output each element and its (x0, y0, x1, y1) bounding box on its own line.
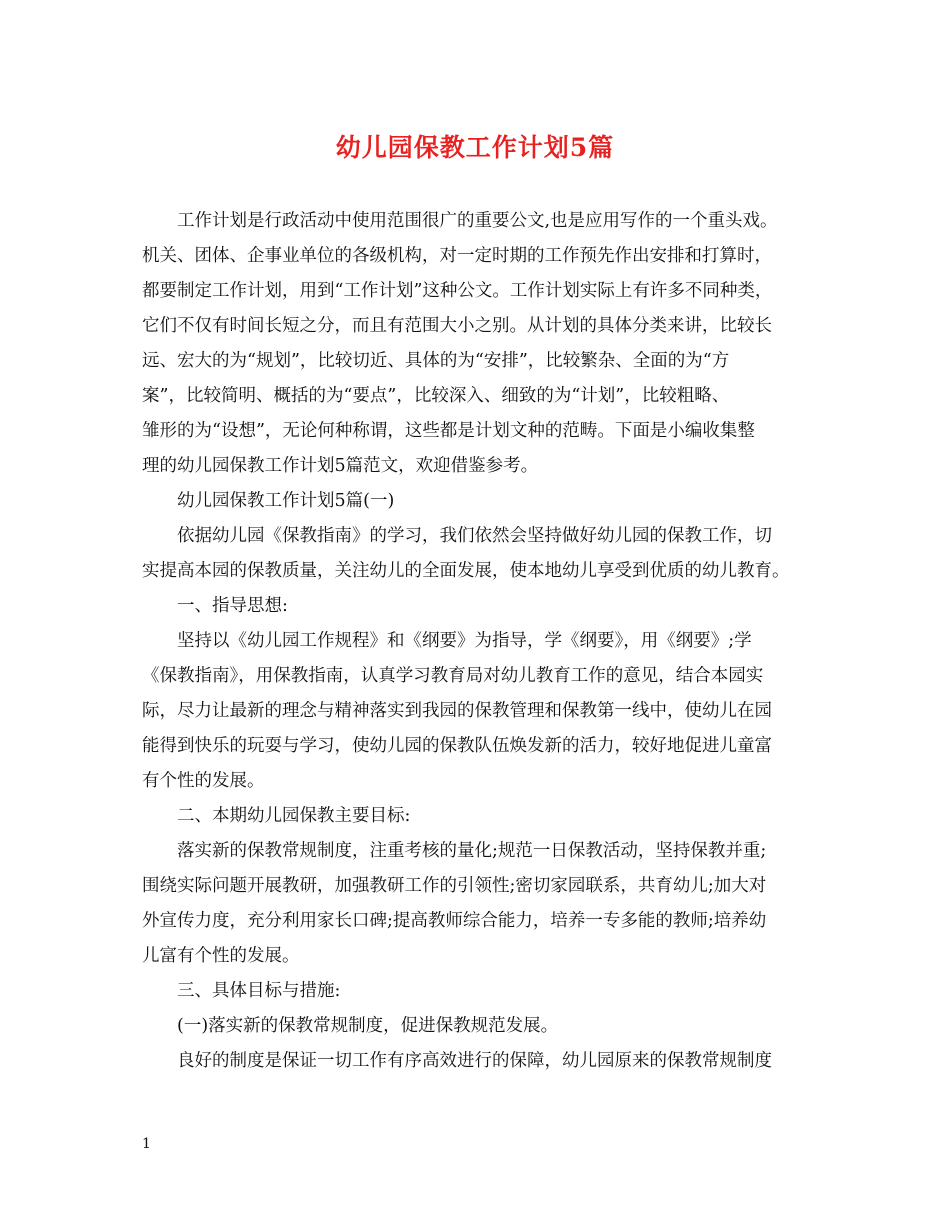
page-number: 1 (142, 1136, 151, 1152)
text-line: 理的幼儿园保教工作计划5篇范文，欢迎借鉴参考。 (142, 456, 539, 476)
text-line: 幼儿园保教工作计划5篇(一) (177, 491, 395, 511)
text-line: 有个性的发展。 (142, 771, 265, 791)
text-line: 依据幼儿园《保教指南》的学习，我们依然会坚持做好幼儿园的保教工作，切 (177, 526, 772, 546)
text-line: 良好的制度是保证一切工作有序高效进行的保障，幼儿园原来的保教常规制度 (177, 1051, 772, 1071)
document-body (142, 204, 832, 1079)
text-line: 案”，比较简明、概括的为“要点”，比较深入、细致的为“计划”，比较粗略、 (142, 386, 730, 406)
text-line: 一、指导思想: (177, 596, 288, 616)
text-line: 儿富有个性的发展。 (142, 946, 300, 966)
text-line: (一)落实新的保教常规制度，促进保教规范发展。 (177, 1016, 559, 1036)
text-line: 机关、团体、企事业单位的各级机构，对一定时期的工作预先作出安排和打算时， (142, 246, 772, 266)
text-line: 际，尽力让最新的理念与精神落实到我园的保教管理和保教第一线中，使幼儿在园 (142, 701, 772, 721)
text-line: 《保教指南》，用保教指南，认真学习教育局对幼儿教育工作的意见，结合本园实 (142, 666, 764, 686)
text-line: 能得到快乐的玩耍与学习，使幼儿园的保教队伍焕发新的活力，较好地促进儿童富 (142, 736, 772, 756)
text-line: 它们不仅有时间长短之分，而且有范围大小之别。从计划的具体分类来讲，比较长 (142, 316, 772, 336)
text-line: 三、具体目标与措施: (177, 981, 341, 1001)
text-line: 工作计划是行政活动中使用范围很广的重要公文,也是应用写作的一个重头戏。 (177, 211, 778, 231)
text-line: 落实新的保教常规制度，注重考核的量化;规范一日保教活动，坚持保教并重; (177, 841, 767, 861)
text-line: 二、本期幼儿园保教主要目标: (177, 806, 411, 826)
document-title: 幼儿园保教工作计划5篇 (335, 133, 615, 162)
text-line: 远、宏大的为“规划”，比较切近、具体的为“安排”，比较繁杂、全面的为“方 (142, 351, 730, 371)
text-line: 外宣传力度，充分利用家长口碑;提高教师综合能力，培养一专多能的教师;培养幼 (142, 911, 767, 931)
text-line: 围绕实际问题开展教研，加强教研工作的引领性;密切家园联系，共育幼儿;加大对 (142, 876, 767, 896)
text-line: 都要制定工作计划，用到“工作计划”这种公文。工作计划实际上有许多不同种类， (142, 281, 773, 301)
text-line: 坚持以《幼儿园工作规程》和《纲要》为指导，学《纲要》，用《纲要》;学 (177, 631, 752, 651)
text-line: 实提高本园的保教质量，关注幼儿的全面发展，使本地幼儿享受到优质的幼儿教育。 (142, 561, 790, 581)
text-line: 雏形的为“设想”，无论何种称谓，这些都是计划文种的范畴。下面是小编收集整 (142, 421, 755, 441)
